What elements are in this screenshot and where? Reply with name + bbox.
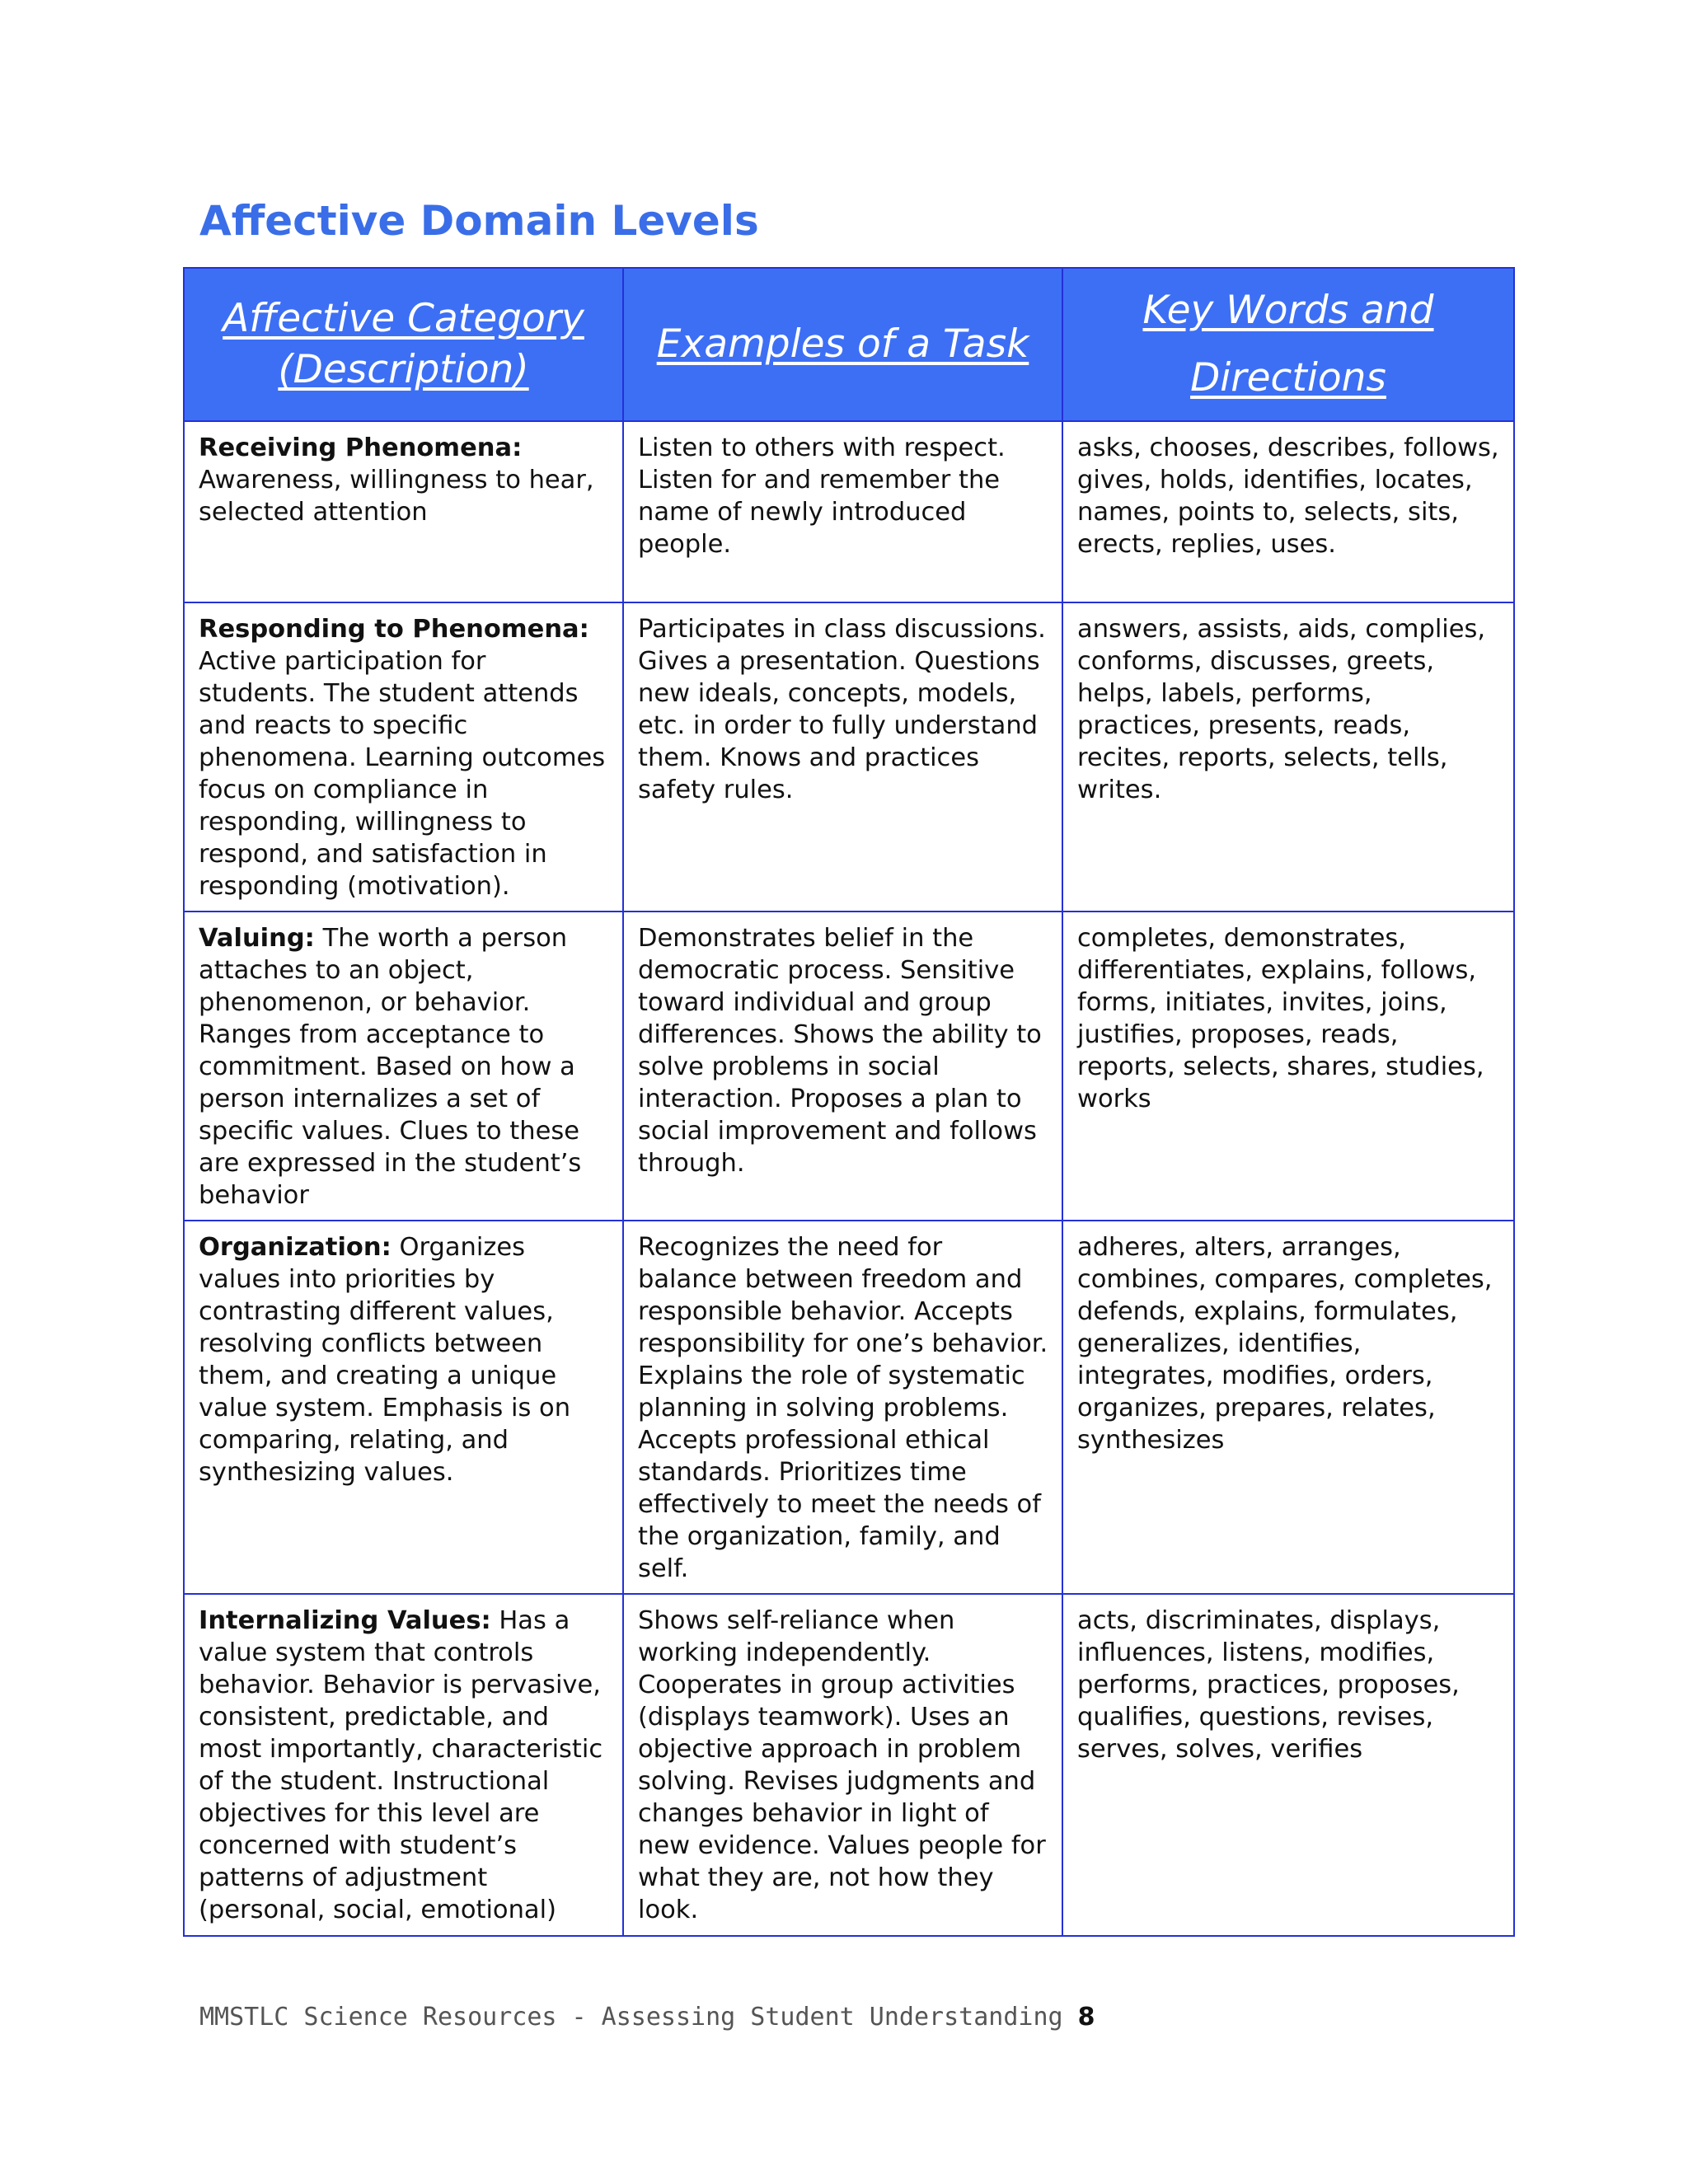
category-description: The worth a person attaches to an object, phenomenon, or behavior. Ranges from acceptance to commitment. Based on how a person internalizes a set of specific values. Clues to these are expressed in the student’s behavior <box>199 924 582 1210</box>
category-cell <box>184 1221 623 1594</box>
column-header-examples <box>623 268 1062 421</box>
category-name: Receiving Phenomena: <box>199 434 523 462</box>
examples-cell: Listen to others with respect. Listen for and remember the name of newly introduced people. <box>623 421 1062 602</box>
column-header-category <box>184 268 623 421</box>
keywords-cell: acts, discriminates, displays, influences, listens, modifies, performs, practices, proposes, qualifies, questions, revises, serves, solves, verifies <box>1062 1594 1514 1936</box>
keywords-cell: answers, assists, aids, complies, conforms, discusses, greets, helps, labels, performs, practices, presents, reads, recites, reports, selects, tells, writes. <box>1062 602 1514 912</box>
table-header-row <box>184 268 1514 421</box>
table-row <box>184 1221 1514 1594</box>
affective-domain-table <box>183 267 1515 1937</box>
category-name: Responding to Phenomena: <box>199 615 589 644</box>
page-number: 8 <box>1077 2003 1095 2032</box>
table-row <box>184 421 1514 602</box>
column-header-keywords <box>1062 268 1514 421</box>
keywords-cell: asks, chooses, describes, follows, gives, holds, identifies, locates, names, points to, selects, sits, erects, replies, uses. <box>1062 421 1514 602</box>
table-row <box>184 1594 1514 1936</box>
examples-cell: Recognizes the need for balance between freedom and responsible behavior. Accepts responsibility for one’s behavior. Explains the role of systematic planning in solving problems. Accepts professional ethical standards. Prioritizes time effectively to meet the needs of the organization, family, and self. <box>623 1221 1062 1594</box>
category-name: Internalizing Values: <box>199 1606 491 1635</box>
table-row <box>184 912 1514 1221</box>
category-cell <box>184 602 623 912</box>
category-cell <box>184 912 623 1221</box>
column-header-label: Key Words and Directions <box>1142 288 1434 401</box>
category-name: Valuing: <box>199 924 315 953</box>
keywords-cell: completes, demonstrates, differentiates, explains, follows, forms, initiates, invites, joins, justifies, proposes, reads, reports, selects, shares, studies, works <box>1062 912 1514 1221</box>
category-name: Organization: <box>199 1233 392 1262</box>
category-cell <box>184 1594 623 1936</box>
category-description: Awareness, willingness to hear, selected attention <box>199 466 594 527</box>
category-description: Organizes values into priorities by contrasting different values, resolving conflicts between them, and creating a unique value system. Emphasis is on comparing, relating, and synthesizing values. <box>199 1233 571 1487</box>
keywords-cell: adheres, alters, arranges, combines, compares, completes, defends, explains, formulates, generalizes, identifies, integrates, modifies, orders, organizes, prepares, relates, synthesizes <box>1062 1221 1514 1594</box>
category-cell <box>184 421 623 602</box>
examples-cell: Participates in class discussions. Gives a presentation. Questions new ideals, concepts, models, etc. in order to fully understand them. Knows and practices safety rules. <box>623 602 1062 912</box>
examples-cell: Shows self-reliance when working independently. Cooperates in group activities (displays teamwork). Uses an objective approach in problem solving. Revises judgments and changes behavior in light of new evidence. Values people for what they are, not how they look. <box>623 1594 1062 1936</box>
examples-cell: Demonstrates belief in the democratic process. Sensitive toward individual and group differences. Shows the ability to solve problems in social interaction. Proposes a plan to social improvement and follows through. <box>623 912 1062 1221</box>
column-header-label: Affective Category (Description) <box>223 296 584 392</box>
page-footer <box>199 2001 1095 2034</box>
footer-text: MMSTLC Science Resources - Assessing Student Understanding <box>199 2003 1063 2032</box>
table-row <box>184 602 1514 912</box>
column-header-label: Examples of a Task <box>656 321 1029 367</box>
category-description: Active participation for students. The student attends and reacts to specific phenomena. Learning outcomes focus on compliance in responding, willingness to respond, and satisfaction in responding (motivation). <box>199 647 606 901</box>
page-title: Affective Domain Levels <box>199 197 759 245</box>
category-description: Has a value system that controls behavior. Behavior is pervasive, consistent, predictable, and most importantly, characteristic of the student. Instructional objectives for this level are concerned with student’s patterns of adjustment (personal, social, emotional) <box>199 1606 603 1924</box>
